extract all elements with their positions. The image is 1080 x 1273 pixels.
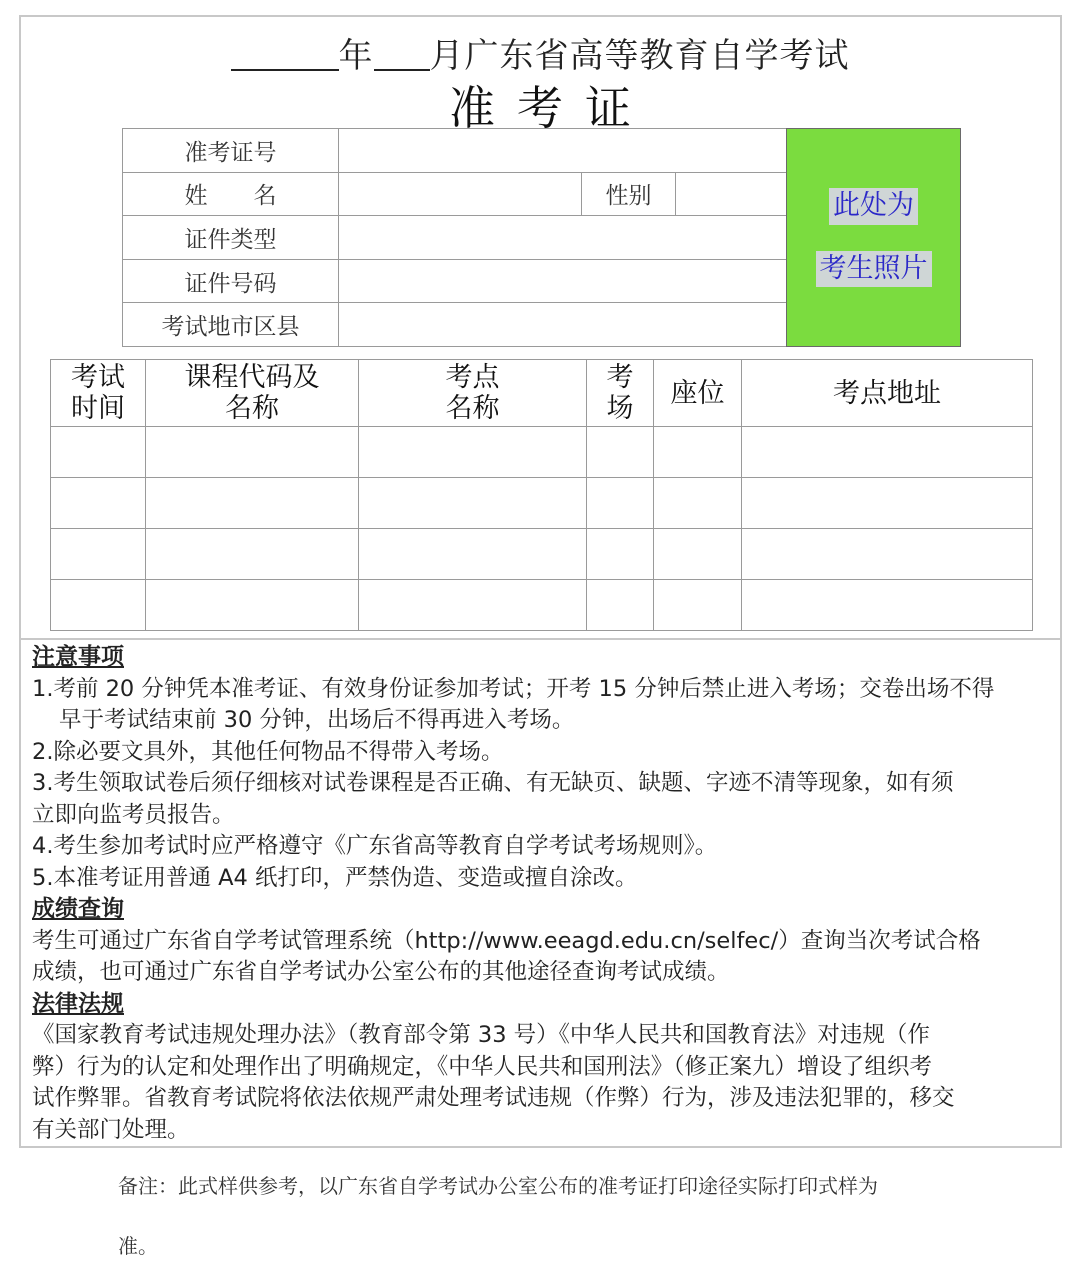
- table-row: [51, 529, 1033, 580]
- notes-title: 注意事项: [32, 644, 124, 670]
- year-suffix: 年: [338, 36, 374, 76]
- header-title-line: [0, 28, 1080, 77]
- table-cell: [51, 427, 146, 478]
- table-cell: [654, 427, 742, 478]
- gender-label: 性别: [582, 172, 676, 216]
- ticket-number-label: 准考证号: [123, 129, 339, 173]
- id-number-label: 证件号码: [123, 259, 339, 303]
- scores-title: 成绩查询: [32, 896, 124, 922]
- note-item-2: 2.除必要文具外，其他任何物品不得带入考场。: [32, 738, 504, 765]
- note-item-1b: 早于考试结束前 30 分钟，出场后不得再进入考场。: [59, 707, 575, 733]
- exam-schedule-table: [50, 359, 1033, 631]
- table-cell: [654, 580, 742, 631]
- table-cell: [742, 427, 1033, 478]
- header-venue-address: 考点地址: [742, 360, 1033, 427]
- table-cell: [742, 529, 1033, 580]
- note-item-4: 4.考生参加考试时应严格遵守《广东省高等教育自学考试考场规则》。: [32, 833, 718, 859]
- table-cell: [587, 478, 654, 529]
- header-title-rest: 月广东省高等教育自学考试: [429, 36, 850, 76]
- table-cell: [51, 580, 146, 631]
- scores-line-2: 成绩，也可通过广东省自学考试办公室公布的其他途径查询考试成绩。: [32, 959, 730, 985]
- table-cell: [359, 427, 587, 478]
- table-cell: [587, 529, 654, 580]
- header-venue-name: 考点 名称: [359, 360, 587, 427]
- photo-text-line1: 此处为: [829, 188, 918, 224]
- laws-line-2: 弊）行为的认定和处理作出了明确规定，《中华人民共和国刑法》（修正案九）增设了组织考: [32, 1053, 933, 1080]
- table-cell: [654, 478, 742, 529]
- photo-placeholder: [786, 128, 961, 347]
- notes-section: [32, 642, 1054, 1146]
- table-cell: [742, 580, 1033, 631]
- ticket-number-field: [339, 129, 788, 173]
- header-exam-time: 考试 时间: [51, 360, 146, 427]
- id-type-label: 证件类型: [123, 216, 339, 260]
- page-title: 准考证: [449, 81, 653, 135]
- table-cell: [146, 478, 359, 529]
- table-cell: [587, 427, 654, 478]
- table-cell: [359, 580, 587, 631]
- table-cell: [359, 478, 587, 529]
- header-course-code-name: 课程代码及 名称: [146, 360, 359, 427]
- gender-field: [676, 172, 788, 216]
- table-row: [51, 478, 1033, 529]
- table-cell: [146, 427, 359, 478]
- table-cell: [587, 580, 654, 631]
- laws-line-4: 有关部门处理。: [32, 1116, 190, 1143]
- table-cell: [51, 529, 146, 580]
- header-seat: 座位: [654, 360, 742, 427]
- table-cell: [654, 529, 742, 580]
- table-row: [51, 580, 1033, 631]
- exam-table-body: [51, 427, 1033, 631]
- year-blank: [231, 37, 339, 71]
- month-blank: [374, 37, 430, 71]
- exam-location-field: [339, 303, 788, 347]
- table-cell: [742, 478, 1033, 529]
- id-number-field: [339, 259, 788, 303]
- exam-location-label: 考试地市区县: [123, 303, 339, 347]
- laws-line-3: 试作弊罪。省教育考试院将依法依规严肃处理考试违规（作弊）行为，涉及违法犯罪的，移交: [32, 1085, 955, 1111]
- header-exam-room: 考 场: [587, 360, 654, 427]
- note-item-3a: 3.考生领取试卷后须仔细核对试卷课程是否正确、有无缺页、缺题、字迹不清等现象，如有须: [32, 770, 954, 796]
- scores-line-1: 考生可通过广东省自学考试管理系统（http://www.eeagd.edu.cn/selfec/）查询当次考试合格: [32, 927, 981, 954]
- table-cell: [51, 478, 146, 529]
- name-label: 姓 名: [123, 172, 339, 216]
- table-cell: [146, 529, 359, 580]
- table-row: [51, 427, 1033, 478]
- footer-remark: 备注：此式样供参考，以广东省自学考试办公室公布的准考证打印途径实际打印式样为: [118, 1174, 878, 1198]
- table-cell: [359, 529, 587, 580]
- name-field: [339, 172, 582, 216]
- note-item-3b: 立即向监考员报告。: [32, 801, 235, 828]
- table-cell: [146, 580, 359, 631]
- laws-title: 法律法规: [32, 990, 124, 1017]
- footer-remark-tail: 准。: [118, 1234, 158, 1258]
- photo-text-line2: 考生照片: [816, 251, 932, 287]
- laws-line-1: 《国家教育考试违规处理办法》（教育部令第 33 号）《中华人民共和国教育法》对违规（作: [32, 1022, 930, 1048]
- candidate-info-table: [122, 128, 788, 347]
- section-divider: [19, 638, 1062, 640]
- note-item-1a: 1.考前 20 分钟凭本准考证、有效身份证参加考试；开考 15 分钟后禁止进入考场；交卷出场不得: [32, 675, 995, 702]
- id-type-field: [339, 216, 788, 260]
- note-item-5: 5.本准考证用普通 A4 纸打印，严禁伪造、变造或擅自涂改。: [32, 864, 638, 891]
